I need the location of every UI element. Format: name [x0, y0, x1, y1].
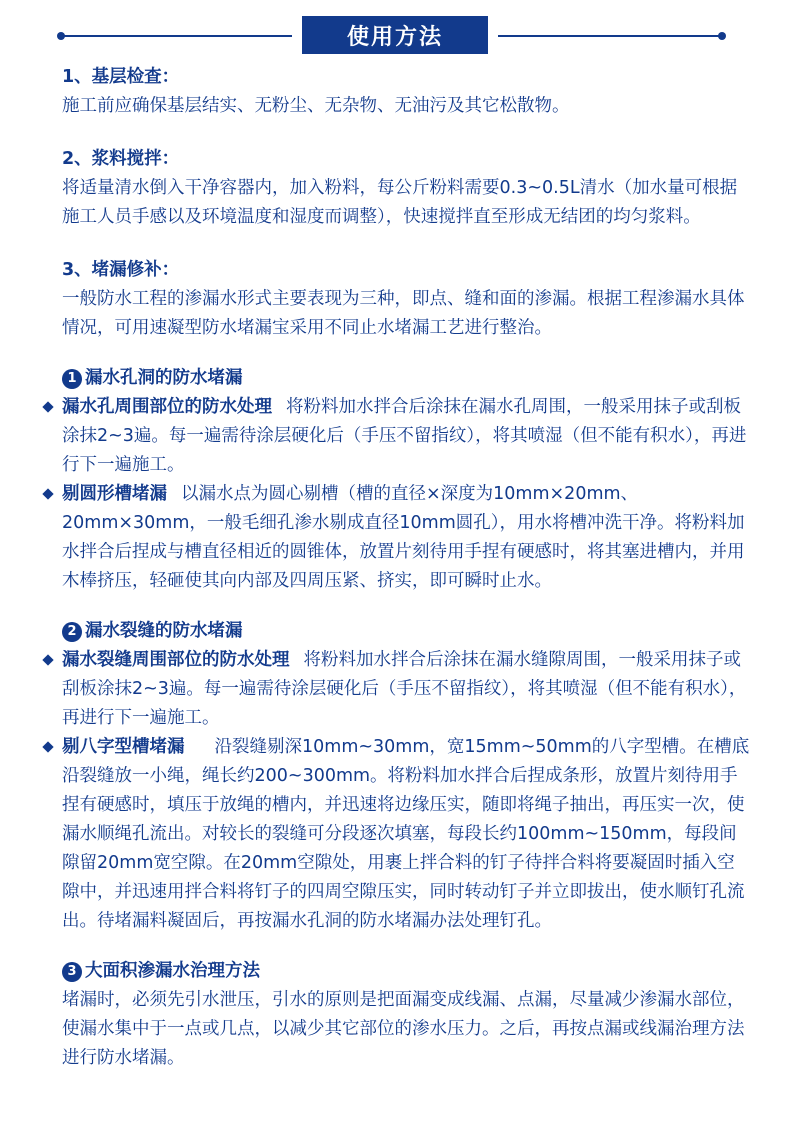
list-item [62, 646, 752, 733]
diamond-bullet-icon [42, 654, 53, 665]
step-base-check [62, 63, 752, 121]
step-heading: 2、浆料搅拌： [62, 149, 180, 169]
diamond-bullet-icon [42, 488, 53, 499]
section-crack-leak [62, 617, 752, 936]
number-1-icon: 1 [62, 369, 82, 389]
item-heading: 剔圆形槽堵漏 [62, 484, 167, 504]
section-heading [62, 617, 752, 646]
header-title: 使用方法 [302, 16, 488, 54]
section-hole-leak [62, 364, 752, 596]
number-3-icon: 3 [62, 962, 82, 982]
header-dot-left [57, 32, 65, 40]
step-mixing [62, 145, 752, 232]
list-item [62, 393, 752, 480]
diamond-bullet-icon [42, 401, 53, 412]
item-text: 将粉料加水拌合后涂抹在漏水孔周围，一般采用抹子或刮板涂抹2~3遍。每一遍需待涂层硬化后（手压不留指纹），将其喷湿（但不能有积水），再进行下一遍施工。 [62, 397, 747, 475]
content [62, 63, 752, 1073]
section-title: 漏水裂缝的防水堵漏 [85, 621, 243, 641]
header-dot-right [718, 32, 726, 40]
item-heading: 漏水裂缝周围部位的防水处理 [62, 650, 290, 670]
step-repair [62, 256, 752, 343]
section-heading [62, 957, 752, 986]
item-text: 将粉料加水拌合后涂抹在漏水缝隙周围，一般采用抹子或刮板涂抹2~3遍。每一遍需待涂层硬化后（手压不留指纹），将其喷湿（但不能有积水），再进行下一遍施工。 [62, 650, 747, 728]
item-heading: 漏水孔周围部位的防水处理 [62, 397, 272, 417]
header-line-right [498, 35, 722, 37]
section-title: 大面积渗漏水治理方法 [85, 961, 260, 981]
number-2-icon: 2 [62, 622, 82, 642]
list-item [62, 480, 752, 596]
diamond-bullet-icon [42, 741, 53, 752]
step-heading: 3、堵漏修补： [62, 260, 180, 280]
item-heading: 剔八字型槽堵漏 [62, 737, 185, 757]
item-text: 沿裂缝剔深10mm~30mm，宽15mm~50mm的八字型槽。在槽底沿裂缝放一小绳，绳长约200~300mm。将粉料加水拌合后捏成条形，放置片刻待用手捏有硬感时，填压于放绳的槽内，并迅速将边缘压实，随即将绳子抽出，再压实一次，使漏水顺绳孔流出。对较长的裂缝可分段逐次填塞，每段长约100mm~150mm，每段间隙留20mm宽空隙。在20mm空隙处，用裹上拌合料的钉子待拌合料将要凝固时插入空隙中，并迅速用拌合料将钉子的四周空隙压实，同时转动钉子并立即拔出，使水顺钉孔流出。待堵漏料凝固后，再按漏水孔洞的防水堵漏办法处理钉孔。 [62, 737, 750, 931]
section-heading [62, 364, 752, 393]
list-item [62, 733, 752, 936]
step-text: 将适量清水倒入干净容器内，加入粉料，每公斤粉料需要0.3~0.5L清水（加水量可根据施工人员手感以及环境温度和湿度而调整），快速搅拌直至形成无结团的均匀浆料。 [62, 178, 738, 227]
section-header [0, 0, 790, 60]
step-text: 施工前应确保基层结实、无粉尘、无杂物、无油污及其它松散物。 [62, 96, 570, 116]
header-line-left [60, 35, 292, 37]
section-surface-leak [62, 957, 752, 1073]
step-heading: 1、基层检查： [62, 67, 180, 87]
step-text: 一般防水工程的渗漏水形式主要表现为三种，即点、缝和面的渗漏。根据工程渗漏水具体情况，可用速凝型防水堵漏宝采用不同止水堵漏工艺进行整治。 [62, 289, 745, 338]
item-text: 以漏水点为圆心剔槽（槽的直径×深度为10mm×20mm、20mm×30mm，一般毛细孔渗水剔成直径10mm圆孔），用水将槽冲洗干净。将粉料加水拌合后捏成与槽直径相近的圆锥体，放置片刻待用手捏有硬感时，将其塞进槽内，并用木棒挤压，轻砸使其向内部及四周压紧、挤实，即可瞬时止水。 [62, 484, 745, 591]
section-text: 堵漏时，必须先引水泄压，引水的原则是把面漏变成线漏、点漏，尽量减少渗漏水部位，使漏水集中于一点或几点，以减少其它部位的渗水压力。之后，再按点漏或线漏治理方法进行防水堵漏。 [62, 990, 745, 1068]
section-title: 漏水孔洞的防水堵漏 [85, 368, 243, 388]
